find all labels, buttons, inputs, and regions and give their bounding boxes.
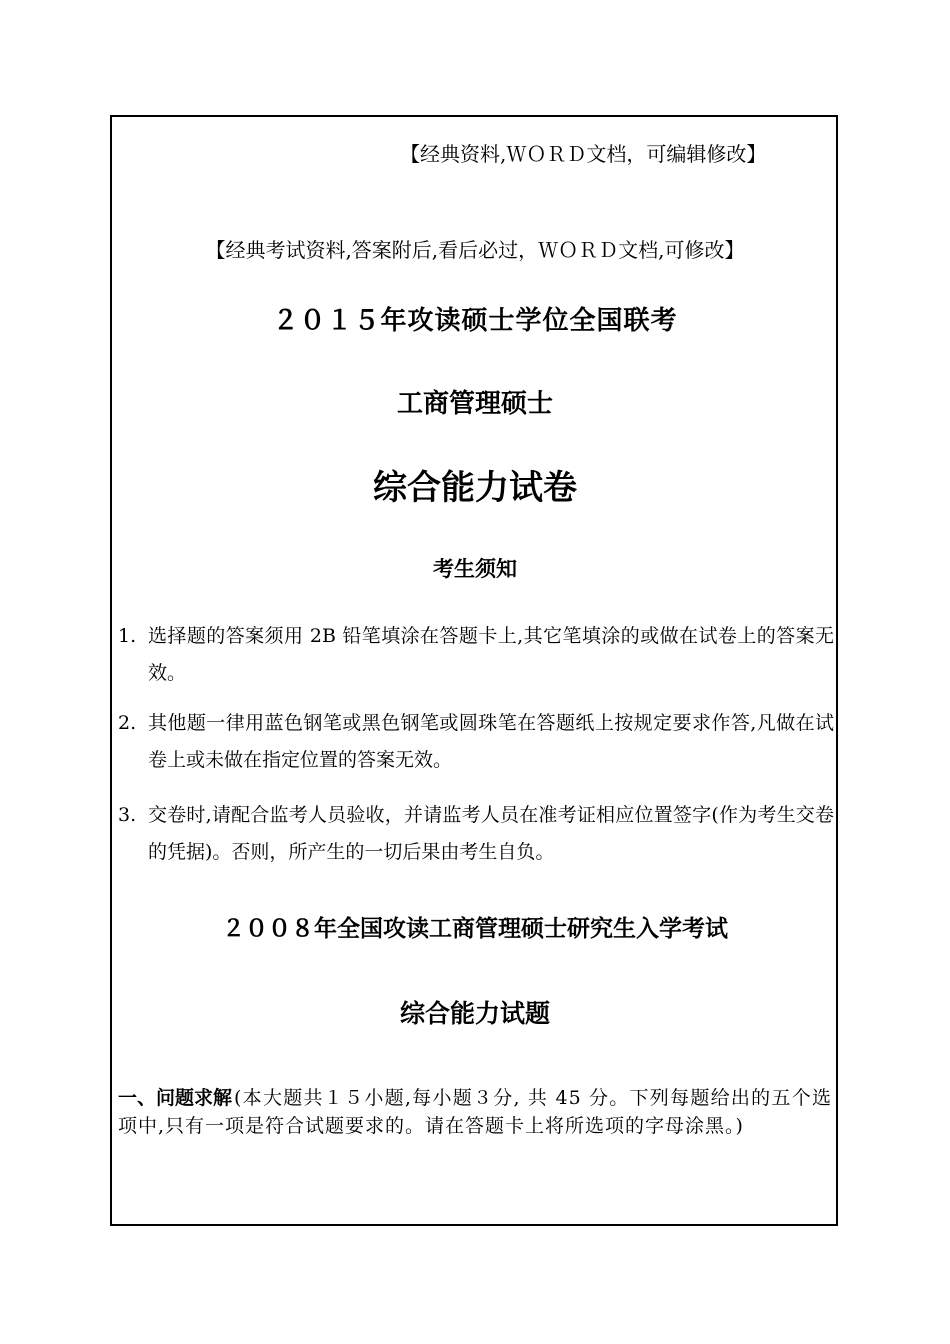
- paper-title: 综合能力试卷: [373, 468, 577, 508]
- notice-item-3: [118, 797, 834, 871]
- notice-item-1: [118, 618, 834, 692]
- notice-item-text: 交卷时,请配合监考人员验收，并请监考人员在准考证相应位置签字(作为考生交卷的凭据)。否则，所产生的一切后果由考生自负。: [148, 804, 834, 863]
- notice-item-number: 3.: [118, 804, 137, 826]
- notice-heading: 考生须知: [433, 556, 517, 581]
- sub-note: 【经典考试资料,答案附后,看后必过，ＷＯＲＤ文档,可修改】: [205, 238, 745, 262]
- section-one: [118, 1084, 832, 1140]
- exam-2008-heading: ２００８年全国攻读工商管理硕士研究生入学考试: [222, 915, 728, 942]
- notice-item-number: 1.: [118, 625, 137, 647]
- notice-item-text: 其他题一律用蓝色钢笔或黑色钢笔或圆珠笔在答题纸上按规定要求作答,凡做在试卷上或未做在指定位置的答案无效。: [148, 712, 834, 771]
- exam-2008-subheading: 综合能力试题: [399, 999, 550, 1028]
- top-note: 【经典资料,ＷＯＲＤ文档，可编辑修改】: [400, 142, 767, 166]
- section-one-instructions: (本大题共１５小题,每小题３分, 共 45 分。下列每题给出的五个选项中,只有一项是符合试题要求的。请在答题卡上将所选项的字母涂黑。): [118, 1087, 832, 1137]
- notice-item-number: 2.: [118, 712, 137, 734]
- notice-item-2: [118, 705, 834, 779]
- exam-year-heading: ２０１５年攻读硕士学位全国联考: [272, 306, 678, 336]
- notice-item-text: 选择题的答案须用 2B 铅笔填涂在答题卡上,其它笔填涂的或做在试卷上的答案无效。: [148, 625, 834, 684]
- program-heading: 工商管理硕士: [396, 389, 553, 419]
- section-one-label: 一、问题求解: [118, 1087, 233, 1109]
